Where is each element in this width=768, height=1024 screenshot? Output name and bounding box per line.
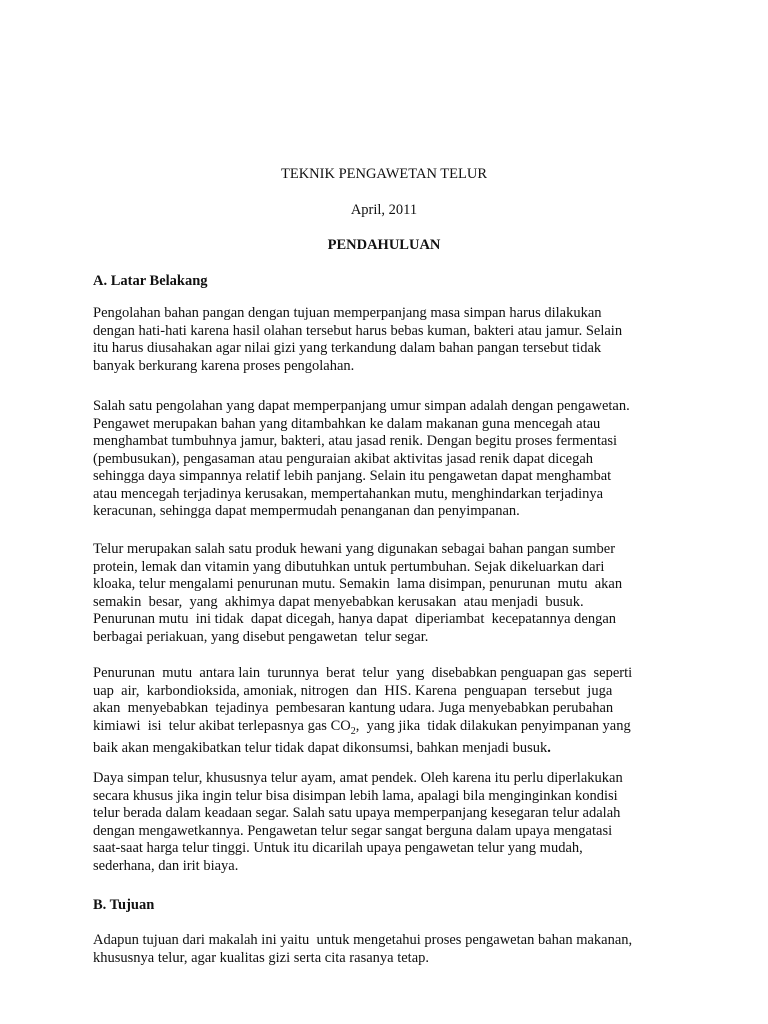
paragraph-line: Penurunan mutu antara lain turunnya berat telur yang disebabkan penguapan gas seperti — [93, 665, 633, 681]
paragraph-line — [93, 740, 683, 758]
paragraph-line-text: baik akan mengakibatkan telur tidak dapat dikonsumsi, bahkan menjadi busuk — [93, 739, 548, 756]
paragraph-line: telur berada dalam keadaan segar. Salah satu upaya memperpanjang kesegaran telur adalah — [93, 805, 621, 821]
document-date: April, 2011 — [350, 202, 418, 218]
paragraph-line: Salah satu pengolahan yang dapat memperpanjang umur simpan adalah dengan pengawetan. — [93, 398, 630, 414]
paragraph-line: dengan mengawetkannya. Pengawetan telur segar sangat berguna dalam upaya mengatasi — [93, 822, 613, 839]
paragraph-line: atau mencegah terjadinya kerusakan, mempertahankan mutu, menghindarkan terjadinya — [93, 485, 604, 502]
paragraph-line: semakin besar, yang akhimya dapat menyebabkan kerusakan atau menjadi busuk. — [93, 593, 584, 610]
paragraph-line: (pembusukan), pengasaman atau penguraian akibat aktivitas jasad renik dapat dicegah — [93, 450, 594, 467]
paragraph-line: khususnya telur, agar kualitas gizi serta cita rasanya tetap. — [93, 949, 430, 966]
document-title: TEKNIK PENGAWETAN TELUR — [280, 166, 488, 182]
paragraph-line: menghambat tumbuhnya jamur, bakteri, atau jasad renik. Dengan begitu proses fermentasi — [93, 433, 618, 449]
subheading-latar-belakang: A. Latar Belakang — [93, 273, 208, 289]
paragraph-line: protein, lemak dan vitamin yang dibutuhkan untuk pertumbuhan. Sejak dikeluarkan dari — [93, 558, 605, 575]
paragraph-4 — [93, 665, 683, 757]
paragraph-line: akan menyebabkan tejadinya pembesaran kantung udara. Juga menyebabkan perubahan — [93, 700, 614, 716]
paragraph-line-text: , yang jika tidak dilakukan penyimpanan yang — [355, 717, 631, 734]
paragraph-6 — [93, 932, 683, 967]
paragraph-line: Daya simpan telur, khususnya telur ayam, amat pendek. Oleh karena itu perlu diperlakukan — [93, 770, 623, 786]
paragraph-1 — [93, 305, 683, 375]
paragraph-line: Penurunan mutu ini tidak dapat dicegah, hanya dapat diperiambat kecepatannya dengan — [93, 611, 617, 627]
end-mark: . — [547, 739, 551, 756]
paragraph-line: sederhana, dan irit biaya. — [93, 857, 239, 874]
paragraph-line: secara khusus jika ingin telur bisa disimpan lebih lama, apalagi bila menginginkan kondisi — [93, 787, 618, 804]
paragraph-line: Telur merupakan salah satu produk hewani yang digunakan sebagai bahan pangan sumber — [93, 541, 616, 557]
paragraph-line — [93, 718, 683, 740]
paragraph-line: saat-saat harga telur tinggi. Untuk itu dicarilah upaya pengawetan telur yang mudah, — [93, 840, 583, 856]
paragraph-line: dengan hati-hati karena hasil olahan tersebut harus bebas kuman, bakteri atau jamur. Selain — [93, 322, 623, 339]
paragraph-2 — [93, 398, 683, 521]
paragraph-line: Pengawet merupakan bahan yang ditambahkan ke dalam makanan guna mencegah atau — [93, 415, 601, 432]
co2-subscript: 2 — [350, 725, 356, 737]
subheading-tujuan: B. Tujuan — [93, 897, 155, 913]
paragraph-line: uap air, karbondioksida, amoniak, nitrogen dan HIS. Karena penguapan tersebut juga — [93, 682, 613, 699]
section-heading-pendahuluan: PENDAHULUAN — [327, 237, 441, 253]
paragraph-line: banyak berkurang karena proses pengolahan. — [93, 357, 355, 374]
paragraph-line: Adapun tujuan dari makalah ini yaitu untuk mengetahui proses pengawetan bahan makanan, — [93, 932, 633, 948]
paragraph-line: sehingga daya simpannya relatif lebih panjang. Selain itu pengawetan dapat menghambat — [93, 468, 612, 484]
paragraph-line: berbagai periakuan, yang disebut pengawetan telur segar. — [93, 628, 429, 645]
paragraph-line: kloaka, telur mengalami penurunan mutu. Semakin lama disimpan, penurunan mutu akan — [93, 576, 623, 592]
paragraph-line: Pengolahan bahan pangan dengan tujuan memperpanjang masa simpan harus dilakukan — [93, 305, 602, 321]
paragraph-3 — [93, 541, 683, 646]
paragraph-line-text: kimiawi isi telur akibat terlepasnya gas CO — [93, 717, 351, 734]
paragraph-line: keracunan, sehingga dapat mempermudah penanganan dan penyimpanan. — [93, 503, 520, 519]
paragraph-line: itu harus diusahakan agar nilai gizi yang terkandung dalam bahan pangan tersebut tidak — [93, 340, 602, 356]
paragraph-5 — [93, 770, 683, 875]
